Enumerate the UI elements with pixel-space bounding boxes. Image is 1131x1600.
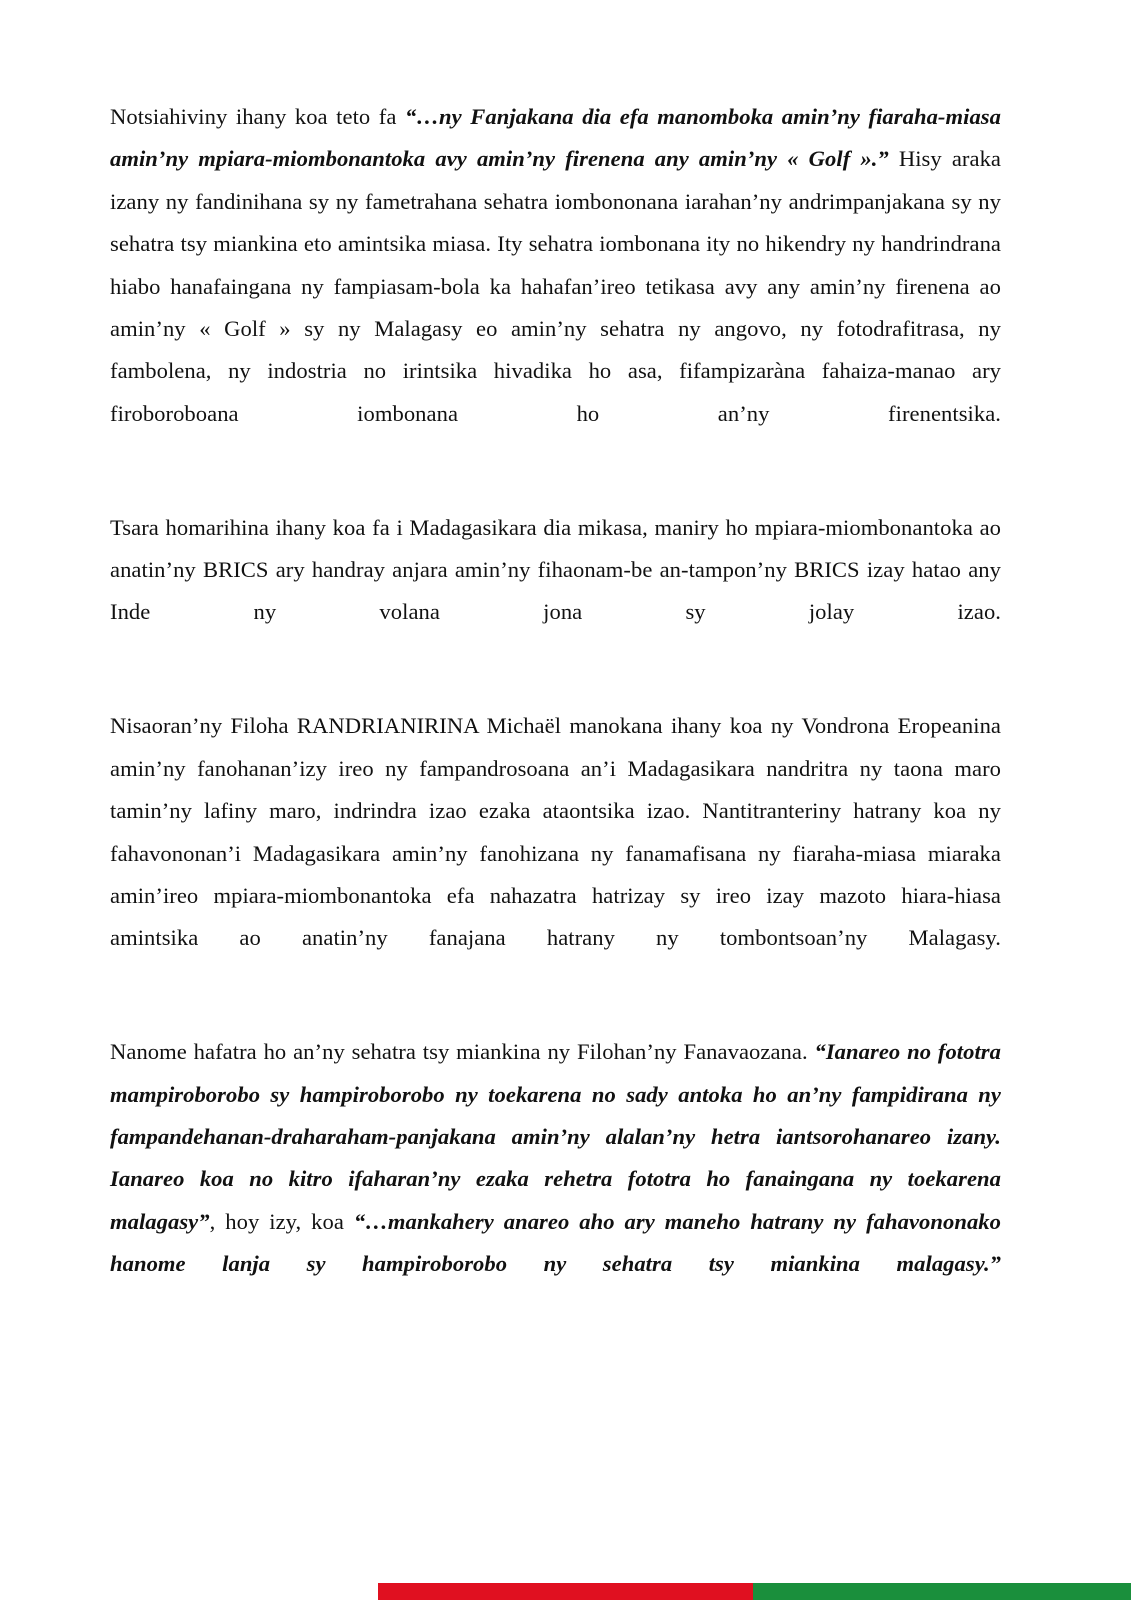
paragraph-4 [110,1031,1001,1328]
paragraph-1-quote: “…ny Fanjakana dia efa manomboka amin’ny fiaraha-miasa amin’ny mpiara-miombonantoka avy amin’ny firenena any amin’ny « Golf ».” [110,104,1001,172]
footer-color-bar [0,1583,1131,1600]
paragraph-4-run-3: , hoy izy, koa [209,1208,354,1234]
footer-green-band [753,1583,1131,1600]
paragraph-4-run-1: Nanome hafatra ho an’ny sehatra tsy miankina ny Filohan’ny Fanavaozana. [110,1039,815,1065]
paragraph-4-quote-2: “…mankahery anareo aho ary maneho hatrany ny fahavononako hanome lanja sy hampiroborobo ny sehatra tsy miankina malagasy.” [110,1208,1002,1277]
paragraph-1 [110,96,1001,478]
paragraph-2-run-1: Tsara homarihina ihany koa fa i Madagasikara dia mikasa, maniry ho mpiara-miombonantoka ao anatin’ny BRICS ary handray anjara amin’ny fihaonam-be an-tampon’ny BRICS izay hatao any Inde ny volana jona sy jolay izao. [110,514,1001,625]
document-body [110,96,1001,1328]
paragraph-3-run-1: Nisaoran’ny Filoha RANDRIANIRINA Michaël manokana ihany koa ny Vondrona Eropeanina amin’ny fanohanan’izy ireo ny fampandrosoana an’i Madagasikara nandritra ny taona maro tamin’ny lafiny maro, indrindra izao ezaka ataontsika izao. Nantitranteriny hatrany koa ny fahavononan’i Madagasikara amin’ny fanohizana ny fanamafisana ny fiaraha-miasa miaraka amin’ireo mpiara-miombonantoka efa nahazatra hatrizay sy ireo izay mazoto hiara-hiasa amintsika ao anatin’ny fanajana hatrany ny tombontsoan’ny Malagasy. [110,713,1001,951]
paragraph-4-quote-1: “Ianareo no fototra mampiroborobo sy hampiroborobo ny toekarena no sady antoka ho an’ny fampidirana ny fampandehanan-draharaham-panjakana amin’ny alalan’ny hetra iantsorohanareo izany. Ianareo koa no kitro ifaharan’ny ezaka rehetra fototra ho fanaingana ny toekarena malagasy” [110,1039,1001,1234]
paragraph-2 [110,507,1001,677]
paragraph-3 [110,705,1001,1002]
paragraph-1-run-1: Notsiahiviny ihany koa teto fa [110,104,406,129]
paragraph-1-run-3: Hisy araka izany ny fandinihana sy ny fametrahana sehatra iombononana iarahan’ny andrimpanjakana sy ny sehatra tsy miankina eto amintsika miasa. Ity sehatra iombonana ity no hikendry ny handrindrana hiabo hanafaingana ny fampiasam-bola ka hahafan’ireo tetikasa avy any amin’ny firenena ao amin’ny « Golf » sy ny Malagasy eo amin’ny sehatra ny angovo, ny fotodrafitrasa, ny fambolena, ny indostria no irintsika hivadika ho asa, fifampizaràna fahaiza-manao ary firoboroboana iombonana ho an’ny firenentsika. [110,146,1001,426]
footer-red-band [378,1583,753,1600]
